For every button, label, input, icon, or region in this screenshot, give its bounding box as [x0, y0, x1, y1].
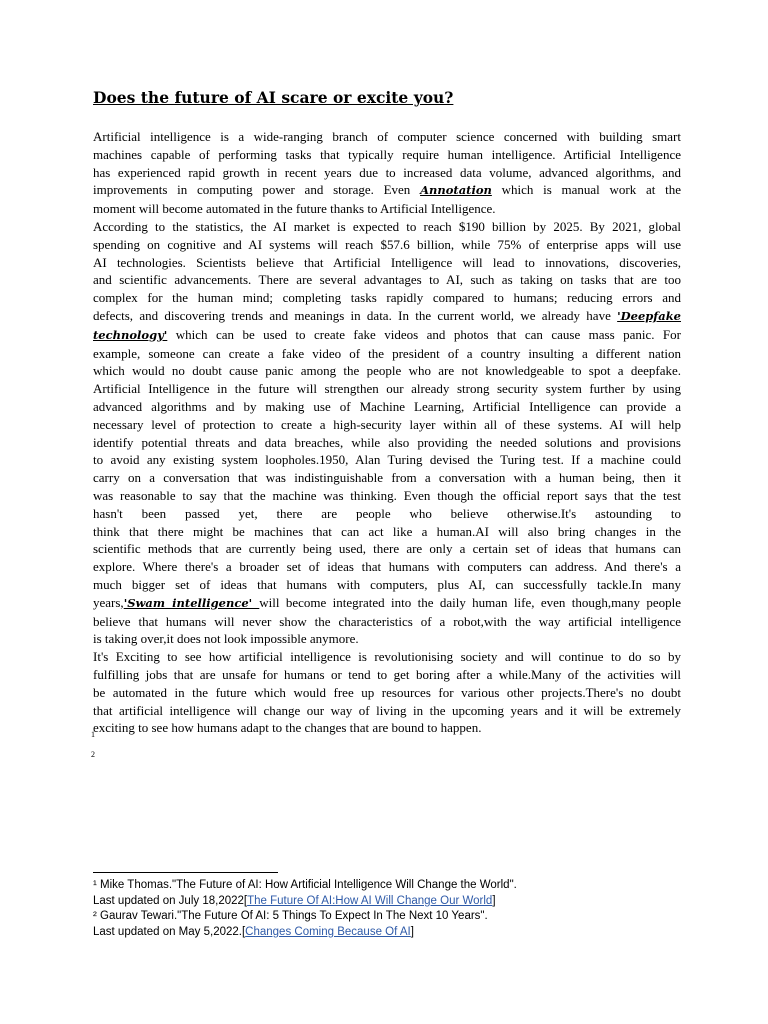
line-text-after: which is manual work at the — [491, 182, 682, 198]
text-line: moment will become automated in the future thanks to Artificial Intelligence. — [93, 201, 496, 217]
text-line: necessary level of protection to create a high-security layer within all of these systems. AI will help — [93, 416, 681, 432]
text-line: to avoid any existing system loopholes.1950, Alan Turing devised the Turing test. If a machine could — [93, 452, 681, 468]
text-line: Artificial Intelligence in the future will strengthen our already strong security system further by using — [93, 381, 681, 397]
paragraph — [93, 128, 681, 218]
footnote-citation — [93, 878, 693, 894]
document-title: Does the future of AI scare or excite you? — [93, 88, 454, 107]
text-line: much bigger set of ideas that humans with computers, plus AI, can successfully tackle.In many — [93, 576, 681, 592]
text-line: which would no doubt cause panic among the people who are not knowledgeable to spot a deepfake. — [93, 363, 681, 379]
text-line: explore. Where there's a broader set of ideas that humans with computers can address. And there's a — [93, 559, 681, 575]
text-line: spending on cognitive and AI systems will reach $57.6 billion, while 75% of enterprise apps will use — [93, 236, 681, 252]
document-body — [93, 128, 681, 737]
text-line: hasn't been passed yet, there are people who believe otherwise.It's astounding to — [93, 505, 681, 521]
text-line — [93, 307, 681, 326]
line-text-after: will become integrated into the daily human life, even though,many people — [259, 594, 682, 610]
text-line — [93, 181, 681, 200]
text-line: be automated in the future which would free up resources for various other projects.There's no doubt — [93, 684, 681, 700]
line-text-before: improvements in computing power and storage. Even — [93, 182, 421, 198]
text-line: AI technologies. Scientists believe that Artificial Intelligence will lead to innovations, discoveries, — [93, 254, 681, 270]
emphasized-term: technology' — [93, 327, 168, 342]
text-line: complex for the human mind; completing tasks rapidly compared to humans; reducing errors and — [93, 290, 681, 306]
emphasized-term: 'Deepfake — [617, 308, 681, 323]
emphasized-term: Annotation — [420, 183, 492, 198]
footnote-reference-1[interactable]: 1 — [91, 730, 95, 739]
footnote-1 — [93, 878, 693, 909]
text-line: that artificial intelligence will change our way of living in the upcoming years and it will be extremely — [93, 702, 681, 718]
text-line: believe that humans will never show the characteristics of a robot,with the way artificial intelligence — [93, 613, 681, 629]
text-line: advanced algorithms and by making use of Machine Learning, Artificial Intelligence can provide a — [93, 398, 681, 414]
footnote-updated — [93, 894, 693, 910]
footnote-updated — [93, 925, 693, 941]
text-line — [93, 594, 681, 613]
text-line: has experienced rapid growth in recent years due to increased data volume, advanced algorithms, and — [93, 164, 681, 180]
updated-text: Last updated on July 18,2022[ — [93, 894, 248, 907]
footnote-reference-2[interactable]: 2 — [91, 750, 95, 759]
text-line: was reasonable to say that the machine was thinking. Even though the official report says that the test — [93, 487, 681, 503]
text-line: scientific methods that are currently being used, there are only a certain set of ideas that humans can — [93, 541, 681, 557]
text-line: machines capable of performing tasks that typically require human intelligence. Artificial Intelligence — [93, 146, 681, 162]
footnote-2 — [93, 909, 693, 940]
bracket-close: ] — [410, 925, 414, 938]
text-line: It's Exciting to see how artificial intelligence is revolutionising society and will continue to do so by — [93, 649, 681, 665]
text-line: example, someone can create a fake video of the president of a country insulting a different nation — [93, 345, 681, 361]
footnote-citation — [93, 909, 693, 925]
text-line: exciting to see how humans adapt to the changes that are bound to happen. — [93, 720, 482, 736]
updated-text: Last updated on May 5,2022.[ — [93, 925, 246, 938]
citation-text: Gaurav Tewari."The Future Of AI: 5 Things To Expect In The Next 10 Years". — [96, 910, 488, 923]
paragraph — [93, 218, 681, 648]
footnote-link[interactable]: The Future Of AI:How AI Will Change Our World — [247, 894, 493, 907]
footnote-separator — [93, 872, 278, 873]
footnote-marker: ¹ — [93, 879, 97, 891]
text-line: think that there might be machines that can act like a human.AI will also bring changes in the — [93, 523, 681, 539]
text-line: According to the statistics, the AI market is expected to reach $190 billion by 2025. By 2021, global — [93, 218, 681, 234]
bracket-close: ] — [492, 894, 496, 907]
text-line: is taking over,it does not look impossible anymore. — [93, 631, 359, 647]
text-line: Artificial intelligence is a wide-ranging branch of computer science concerned with building smart — [93, 129, 681, 144]
paragraph — [93, 648, 681, 737]
line-text-before: defects, and discovering trends and meanings in data. In the current world, we already have — [93, 307, 618, 323]
footnotes-section — [93, 878, 693, 940]
line-text-before: years, — [93, 594, 124, 610]
text-line — [93, 326, 681, 345]
line-text-after: which can be used to create fake videos and photos that can cause mass panic. For — [167, 326, 681, 342]
citation-text: Mike Thomas."The Future of AI: How Artificial Intelligence Will Change the World". — [96, 879, 517, 891]
footnote-link[interactable]: Changes Coming Because Of AI — [245, 925, 411, 938]
emphasized-term: 'Swam intelligence' — [123, 595, 260, 610]
text-line: carry on a conversation that was indistinguishable from a conversation with a human being, then it — [93, 470, 681, 486]
text-line: and scientific advancements. There are several advantages to AI, such as taking on tasks that are too — [93, 272, 681, 288]
footnote-marker: ² — [93, 910, 97, 923]
text-line: identify potential threats and data breaches, while also providing the needed solutions and provisions — [93, 434, 681, 450]
text-line: fulfilling jobs that are unsafe for humans or tend to get boring after a while.Many of the activities will — [93, 666, 681, 682]
